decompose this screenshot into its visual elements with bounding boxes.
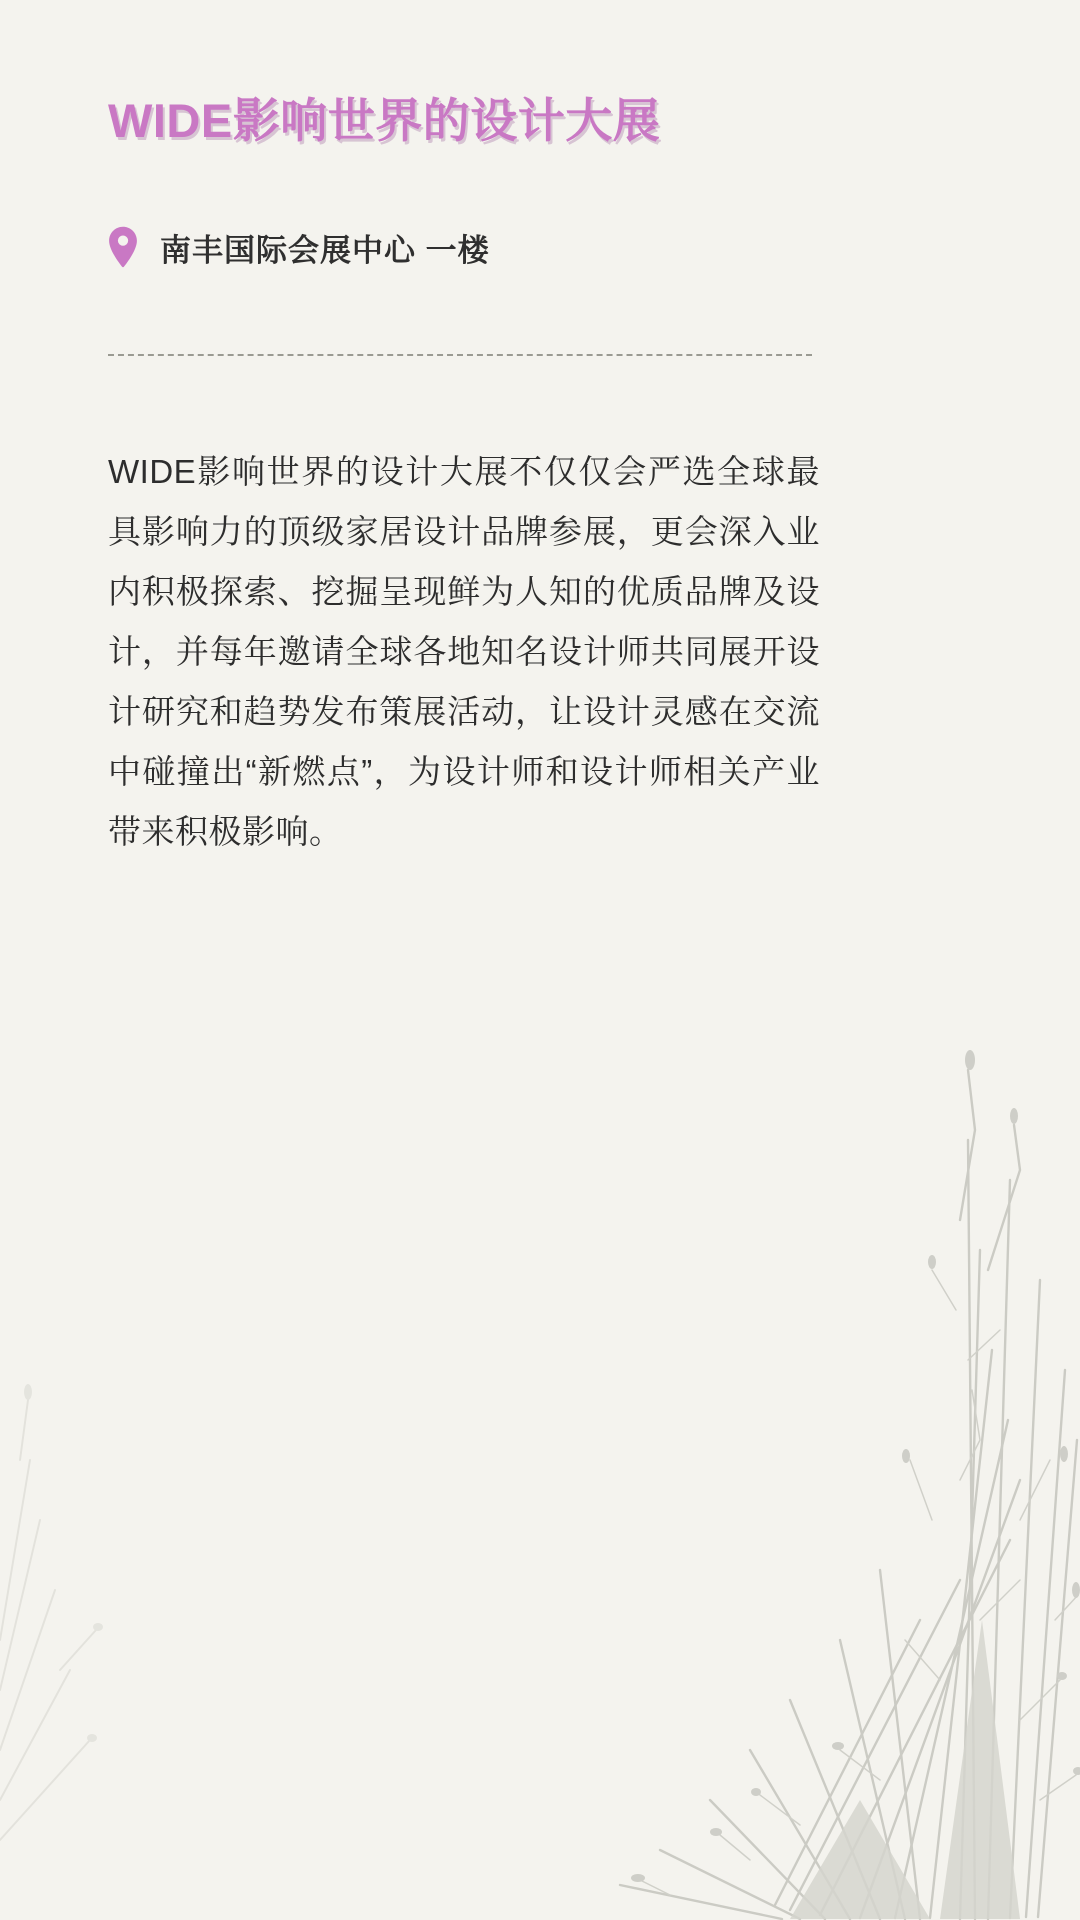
dashed-divider xyxy=(108,354,812,356)
venue-label: 南丰国际会展中心 一楼 xyxy=(160,232,490,268)
location-pin-icon xyxy=(108,226,138,268)
ink-splatter-artwork-left xyxy=(0,1340,260,1860)
ink-splatter-artwork xyxy=(320,920,1080,1920)
description-text: WIDE影响世界的设计大展不仅仅会严选全球最具影响力的顶级家居设计品牌参展，更会深入业内积极探索、挖掘呈现鲜为人知的优质品牌及设计，并每年邀请全球各地知名设计师共同展开设计研究和趋势发布策展活动，让设计灵感在交流中碰撞出“新燃点”，为设计师和设计师相关产业带来积极影响。 xyxy=(108,452,820,850)
page-title: WIDE影响世界的设计大展 xyxy=(108,94,661,147)
venue-row xyxy=(108,225,972,270)
